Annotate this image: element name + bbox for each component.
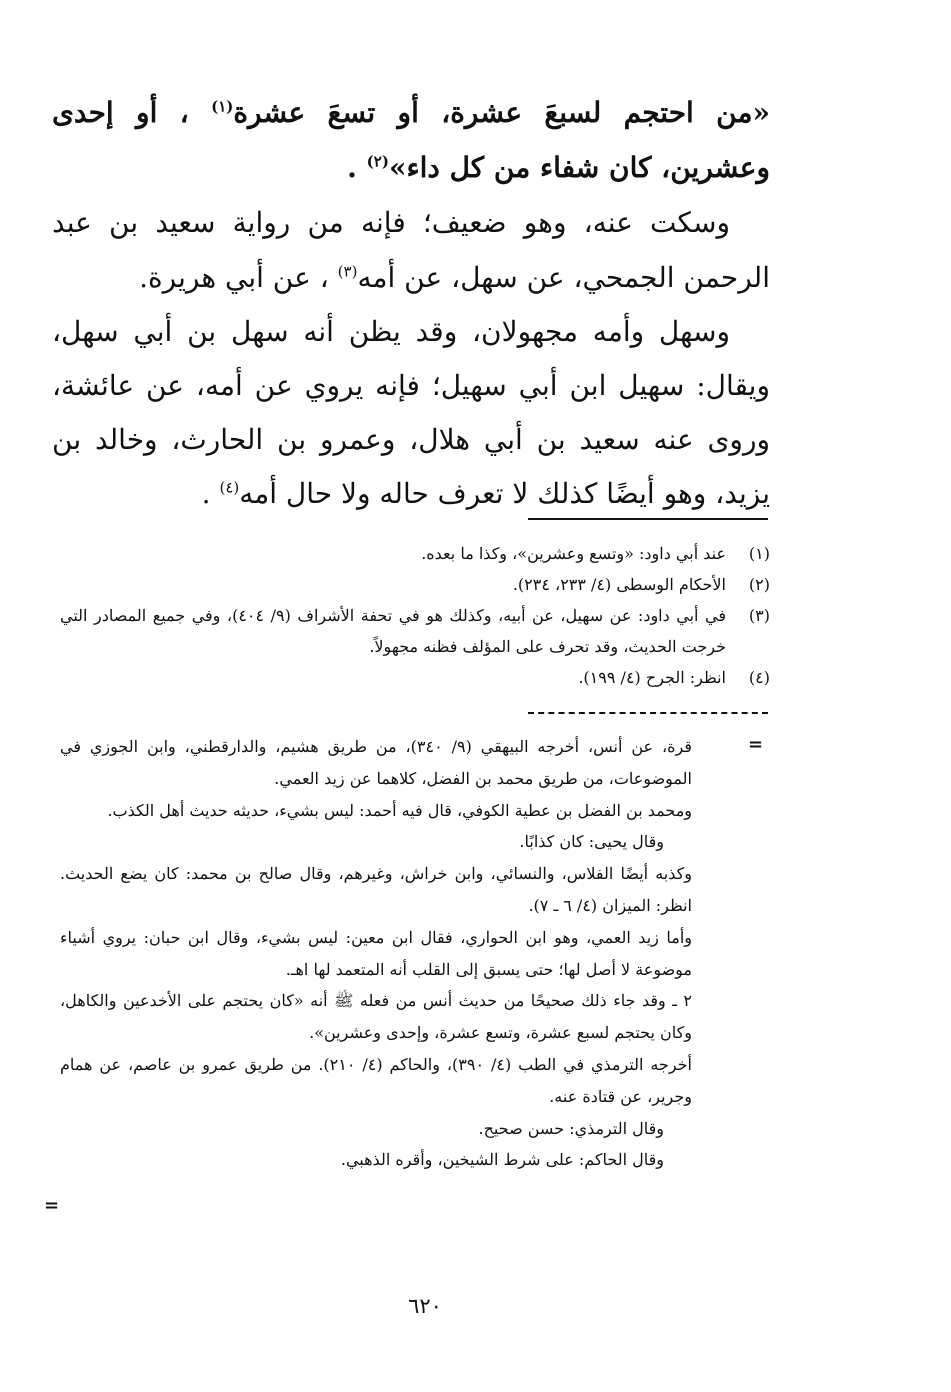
continued-note-paragraph: وقال الترمذي: حسن صحيح. — [478, 1118, 664, 1138]
footnote-number: (٢) — [748, 575, 770, 594]
footnote — [60, 569, 770, 600]
paragraph-text-part: ، عن أبي هريرة. — [139, 261, 329, 294]
continuation-mark-start: = — [748, 734, 764, 755]
footnotes — [60, 538, 770, 693]
hadith-quote — [52, 85, 770, 195]
continued-note-paragraph: وقال يحيى: كان كذابًا. — [519, 832, 664, 852]
footnote-number: (١) — [748, 544, 770, 563]
footnote-text: عند أبي داود: «وتسع وعشرين»، وكذا ما بعده. — [421, 544, 726, 563]
footnote-text: انظر: الجرح (٤/ ١٩٩). — [578, 668, 726, 687]
paragraph-text-part: . — [201, 477, 211, 510]
footnote — [60, 662, 770, 693]
footnote-number: (٣) — [748, 606, 770, 625]
quote-text-part: ، أو إحدى وعشرين، كان شفاء من كل داء» — [52, 96, 770, 184]
footnote — [60, 538, 770, 569]
continued-note-paragraph: أخرجه الترمذي في الطب (٤/ ٣٩٠)، والحاكم (٤/ ٢١٠). من طريق عمرو بن عاصم، عن همام وجرير، عن قتادة عنه. — [60, 1054, 692, 1106]
continued-note-paragraph: ٢ ـ وقد جاء ذلك صحيحًا من حديث أنس من فعله ﷺ أنه «كان يحتجم على الأخدعين والكاهل، وكان يحتجم لسبع عشرة، وتسع عشرة، وإحدى وعشرين». — [60, 991, 693, 1043]
footnote-number: (٤) — [748, 668, 770, 687]
footnote-text: في أبي داود: عن سهيل، عن أبيه، وكذلك هو في تحفة الأشراف (٩/ ٤٠٤)، وفي جميع المصادر التي خرجت الحديث، وقد تحرف على المؤلف فظنه مجهولاً. — [60, 606, 726, 656]
continued-note-paragraph: وكذبه أيضًا الفلاس، والنسائي، وابن خراش، وغيرهم، وقال صالح بن محمد: كان يضع الحديث. انظر: الميزان (٤/ ٦ ـ ٧). — [60, 864, 693, 915]
continued-note-paragraph: وأما زيد العمي، وهو ابن الحواري، فقال ابن معين: ليس بشيء، وقال ابن حبان: يروي أشياء موضوعة لا أصل لها؛ حتى يسبق إلى القلب أنه المتعمد لها اهـ. — [60, 927, 692, 979]
quote-text-part: . — [347, 151, 357, 184]
footnote-ref: (١) — [211, 97, 234, 116]
footnote-text: الأحكام الوسطى (٤/ ٢٣٣، ٢٣٤). — [512, 575, 726, 594]
continuation-mark-end: = — [44, 1195, 60, 1216]
commentary-paragraph — [52, 305, 770, 521]
footnote-ref: (٣) — [337, 262, 358, 281]
footnote-ref: (٢) — [366, 152, 389, 171]
quote-text-part: «من احتجم لسبعَ عشرة، أو تسعَ عشرة — [233, 96, 770, 129]
footnote — [60, 600, 770, 662]
continued-note-paragraph: ومحمد بن الفضل بن عطية الكوفي، قال فيه أحمد: ليس بشيء، حديثه حديث أهل الكذب. — [107, 800, 692, 820]
continued-note-separator — [528, 712, 768, 714]
paragraph-text-part: وسكت عنه، وهو ضعيف؛ فإنه من رواية سعيد بن عبد الرحمن الجمحي، عن سهل، عن أمه — [52, 206, 770, 294]
paragraph-text-part: وسهل وأمه مجهولان، وقد يظن أنه سهل بن أبي سهل، ويقال: سهيل ابن أبي سهيل؛ فإنه يروي عن أمه، عن عائشة، وروى عنه سعيد بن أبي هلال، وعمرو بن الحارث، وخالد بن يزيد، وهو أيضًا كذلك لا تعرف حاله ولا حال أمه — [52, 315, 770, 510]
paragraph-text — [52, 305, 770, 521]
footnote-separator — [528, 518, 768, 520]
paragraph-text — [52, 195, 770, 305]
hadith-quote-text — [52, 85, 770, 195]
commentary-paragraph — [52, 195, 770, 305]
continued-note-paragraph: وقال الحاكم: على شرط الشيخين، وأقره الذهبي. — [340, 1150, 664, 1170]
continued-note-paragraph: قرة، عن أنس، أخرجه البيهقي (٩/ ٣٤٠)، من طريق هشيم، والدارقطني، وابن الجوزي في الموضوعات، من طريق محمد بن الفضل، كلاهما عن زيد العمي. — [60, 737, 693, 788]
footnote-ref: (٤) — [219, 478, 240, 497]
page-number: ٦٢٠ — [408, 1294, 442, 1318]
continued-note — [60, 731, 692, 1176]
